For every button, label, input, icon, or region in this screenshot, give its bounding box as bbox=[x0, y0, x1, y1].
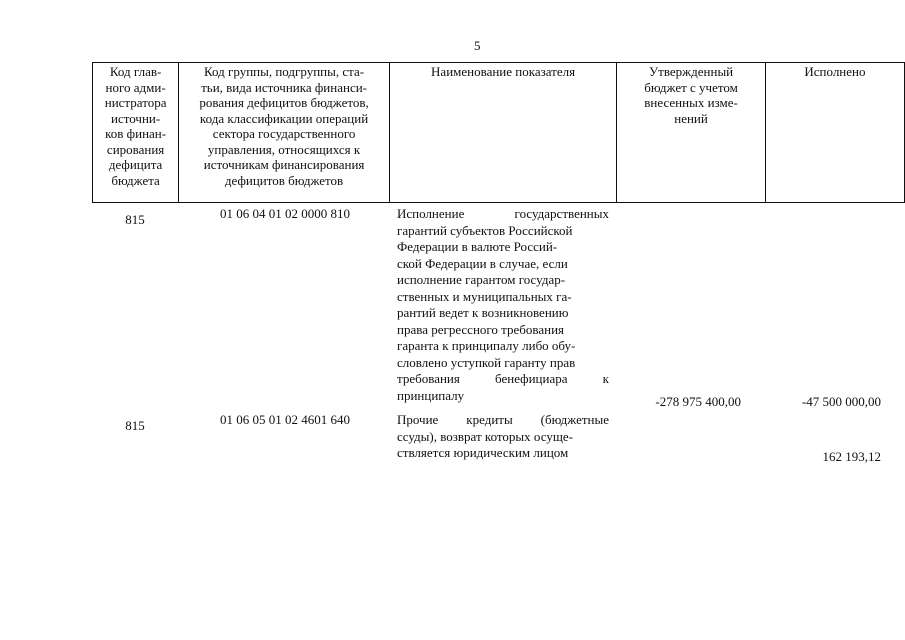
name-line: Федерации в валюте Россий- bbox=[397, 239, 558, 254]
header-indicator-name bbox=[389, 63, 616, 203]
row2-source-code: 01 06 05 01 02 4601 640 bbox=[220, 412, 350, 427]
name-line: права регрессного требования bbox=[397, 321, 565, 337]
row1-indicator-name bbox=[397, 206, 609, 404]
name-line: исполнение гарантом государ- bbox=[397, 272, 566, 287]
header-line: нистратора bbox=[104, 95, 167, 110]
name-line: рантий ведет к возникновению bbox=[397, 305, 569, 320]
header-line: Утвержденный bbox=[648, 64, 734, 79]
name-line: ствляется юридическим лицом bbox=[397, 445, 569, 460]
header-line: сирования bbox=[106, 141, 165, 157]
row1-approved-amount: -278 975 400,00 bbox=[655, 394, 741, 409]
name-line: Исполнение государственных bbox=[397, 206, 609, 221]
name-line: гаранта к принципалу либо обу- bbox=[397, 338, 576, 353]
header-line: рования дефицитов бюджетов, bbox=[199, 95, 369, 110]
table-header bbox=[92, 62, 905, 203]
header-line: Исполнено bbox=[804, 64, 866, 79]
row1-executed-amount: -47 500 000,00 bbox=[801, 394, 881, 409]
row2-indicator-name bbox=[397, 412, 609, 462]
name-line: принципалу bbox=[397, 387, 465, 403]
page-number: 5 bbox=[474, 38, 481, 53]
header-line: внесенных изме- bbox=[644, 95, 738, 110]
header-source-code bbox=[179, 63, 390, 203]
header-line: бюджета bbox=[111, 172, 160, 188]
header-line: кода классификации операций bbox=[199, 110, 369, 126]
row2-admin-code: 815 bbox=[125, 418, 145, 433]
header-line: источникам финансирования bbox=[203, 157, 365, 172]
name-line: ской Федерации в случае, если bbox=[397, 255, 568, 271]
row1-admin-code: 815 bbox=[125, 212, 145, 227]
header-row bbox=[93, 63, 905, 203]
name-line: ственных и муниципальных га- bbox=[397, 288, 572, 304]
header-line: Код группы, подгруппы, ста- bbox=[204, 64, 365, 79]
header-line: ного адми- bbox=[105, 79, 166, 95]
row2-executed-amount: 162 193,12 bbox=[822, 449, 881, 464]
header-line: дефицитов бюджетов bbox=[224, 172, 344, 188]
header-line: тьи, вида источника финанси- bbox=[201, 79, 368, 95]
header-approved-budget bbox=[617, 63, 766, 203]
header-line: Код глав- bbox=[109, 64, 162, 79]
header-line: Наименование показателя bbox=[431, 64, 576, 79]
header-line: дефицита bbox=[108, 157, 163, 172]
name-line: словлено уступкой гаранту прав bbox=[397, 354, 576, 370]
row1-source-code: 01 06 04 01 02 0000 810 bbox=[220, 206, 350, 221]
header-line: бюджет с учетом bbox=[644, 79, 738, 95]
header-line: источни- bbox=[111, 110, 161, 126]
name-line: гарантий субъектов Российской bbox=[397, 222, 573, 238]
header-line: сектора государственного bbox=[212, 126, 356, 141]
name-line: требования бенефициара к bbox=[397, 371, 609, 386]
header-line: нений bbox=[674, 110, 708, 126]
name-line: Прочие кредиты (бюджетные bbox=[397, 412, 609, 427]
header-line: ков финан- bbox=[105, 126, 167, 141]
header-line: управления, относящихся к bbox=[207, 141, 361, 157]
header-executed bbox=[765, 63, 904, 203]
header-admin-code bbox=[93, 63, 179, 203]
name-line: ссуды), возврат которых осуще- bbox=[397, 428, 573, 444]
